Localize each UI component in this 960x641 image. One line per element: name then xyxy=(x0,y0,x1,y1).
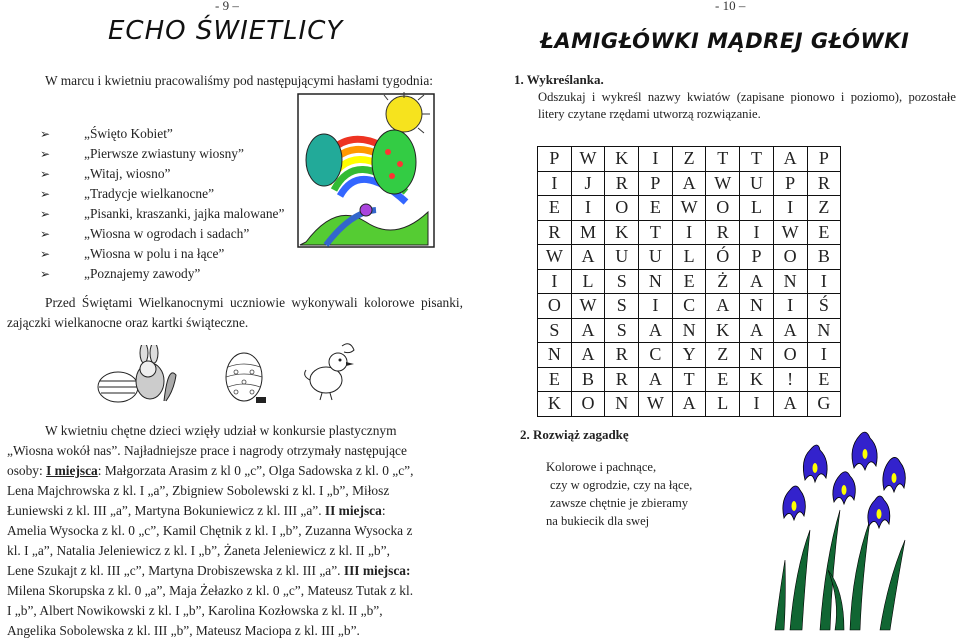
contest-line: W kwietniu chętne dzieci wzięły udział w konkursie plastycznym xyxy=(45,423,397,438)
wordsearch-cell: L xyxy=(571,269,605,294)
wordsearch-cell: M xyxy=(571,220,605,245)
contest-line: I „b”, Albert Nowikowski z kl. I „b”, Karolina Kozłowska z kl. II „b”, xyxy=(7,603,383,618)
wordsearch-cell: I xyxy=(773,294,807,319)
wordsearch-cell: S xyxy=(605,294,639,319)
wordsearch-cell: Z xyxy=(807,196,841,221)
wordsearch-cell: A xyxy=(639,367,673,392)
contest-line: „Wiosna wokół nas”. Najładniejsze prace i nagrody otrzymały następujące xyxy=(7,443,407,458)
wordsearch-cell: P xyxy=(639,171,673,196)
wordsearch-cell: A xyxy=(706,294,740,319)
arrow-bullet-icon: ➢ xyxy=(40,167,51,181)
wordsearch-cell: N xyxy=(538,343,572,368)
weekly-theme-label: „Witaj, wiosno” xyxy=(84,166,171,181)
wordsearch-cell: I xyxy=(571,196,605,221)
contest-line: Lene Szukajt z kl. III „c”, Martyna Drobiszewska z kl. III „a”. III miejsca: xyxy=(7,563,411,578)
wordsearch-cell: E xyxy=(672,269,706,294)
weekly-theme-item xyxy=(40,224,320,244)
wordsearch-cell: R xyxy=(706,220,740,245)
wordsearch-cell: N xyxy=(740,294,774,319)
weekly-theme-label: „Poznajemy zawody” xyxy=(84,266,201,281)
wordsearch-row xyxy=(538,220,841,245)
wordsearch-cell: Z xyxy=(706,343,740,368)
wordsearch-row xyxy=(538,147,841,172)
spring-landscape-image xyxy=(296,92,436,249)
wordsearch-cell: K xyxy=(538,392,572,417)
wordsearch-cell: A xyxy=(571,245,605,270)
wordsearch-row xyxy=(538,367,841,392)
wordsearch-cell: O xyxy=(571,392,605,417)
wordsearch-cell: T xyxy=(672,367,706,392)
wordsearch-cell: K xyxy=(740,367,774,392)
wordsearch-row xyxy=(538,269,841,294)
arrow-bullet-icon: ➢ xyxy=(40,147,51,161)
easter-paragraph: Przed Świętami Wielkanocnymi uczniowie wykonywali kolorowe pisanki, zajączki wielkanocne oraz kartki świąteczne. xyxy=(7,295,463,330)
wordsearch-cell: I xyxy=(740,220,774,245)
wordsearch-cell: A xyxy=(740,318,774,343)
wordsearch-cell: Z xyxy=(672,147,706,172)
wordsearch-cell: R xyxy=(605,367,639,392)
wordsearch-cell: Y xyxy=(672,343,706,368)
wordsearch-cell: I xyxy=(538,171,572,196)
intro-paragraph: W marcu i kwietniu pracowaliśmy pod następującymi hasłami tygodnia: xyxy=(45,73,433,88)
riddle-line: zawsze chętnie je zbieramy xyxy=(550,496,689,510)
wordsearch-cell: E xyxy=(639,196,673,221)
wordsearch-cell: I xyxy=(740,392,774,417)
prize-place-label: I miejsca xyxy=(46,463,98,478)
wordsearch-cell: ! xyxy=(773,367,807,392)
left-page-title: ECHO ŚWIETLICY xyxy=(108,16,344,46)
wordsearch-cell: W xyxy=(571,147,605,172)
contest-paragraph xyxy=(7,421,463,641)
wordsearch-cell: A xyxy=(672,392,706,417)
arrow-bullet-icon: ➢ xyxy=(40,207,51,221)
wordsearch-cell: U xyxy=(605,245,639,270)
wordsearch-cell: A xyxy=(773,392,807,417)
wordsearch-cell: I xyxy=(773,196,807,221)
weekly-theme-label: „Święto Kobiet” xyxy=(84,126,173,141)
contest-line: Milena Skorupska z kl. 0 „a”, Maja Żełazko z kl. 0 „c”, Mateusz Tutak z kl. xyxy=(7,583,414,598)
contest-line: Łuniewski z kl. III „a”, Martyna Bokuniewicz z kl. III „a”. II miejsca: xyxy=(7,503,386,518)
wordsearch-cell: A xyxy=(740,269,774,294)
weekly-theme-label: „Tradycje wielkanocne” xyxy=(84,186,215,201)
wordsearch-cell: T xyxy=(639,220,673,245)
wordsearch-cell: W xyxy=(773,220,807,245)
wordsearch-cell: O xyxy=(538,294,572,319)
wordsearch-cell: O xyxy=(605,196,639,221)
wordsearch-cell: N xyxy=(605,392,639,417)
wordsearch-cell: A xyxy=(571,318,605,343)
wordsearch-row xyxy=(538,171,841,196)
wordsearch-cell: T xyxy=(740,147,774,172)
riddle-line: czy w ogrodzie, czy na łące, xyxy=(550,478,693,492)
wordsearch-row xyxy=(538,318,841,343)
wordsearch-cell: A xyxy=(773,147,807,172)
wordsearch-cell: L xyxy=(706,392,740,417)
wordsearch-cell: W xyxy=(538,245,572,270)
wordsearch-cell: K xyxy=(605,220,639,245)
wordsearch-cell: N xyxy=(773,269,807,294)
weekly-themes-list xyxy=(40,124,320,284)
arrow-bullet-icon: ➢ xyxy=(40,227,51,241)
wordsearch-cell: E xyxy=(807,367,841,392)
wordsearch-cell: K xyxy=(706,318,740,343)
wordsearch-cell: E xyxy=(706,367,740,392)
contest-line: kl. I „a”, Natalia Jeleniewicz z kl. I „b”, Żaneta Jeleniewicz z kl. II „b”, xyxy=(7,543,390,558)
wordsearch-cell: A xyxy=(639,318,673,343)
left-page-number: - 9 – xyxy=(215,0,239,13)
wordsearch-cell: L xyxy=(672,245,706,270)
weekly-theme-label: „Pisanki, kraszanki, jajka malowane” xyxy=(84,206,285,221)
wordsearch-row xyxy=(538,343,841,368)
right-page-number: - 10 – xyxy=(715,0,746,13)
wordsearch-cell: R xyxy=(605,343,639,368)
riddle-line: na bukiecik dla swej xyxy=(546,514,650,528)
wordsearch-cell: B xyxy=(571,367,605,392)
contest-line: Lena Majchrowska z kl. I „a”, Zbigniew Sobolewski z kl. I „b”, Miłosz xyxy=(7,483,390,498)
wordsearch-cell: S xyxy=(605,318,639,343)
wordsearch-cell: O xyxy=(773,245,807,270)
weekly-theme-item xyxy=(40,264,320,284)
riddle-line: Kolorowe i pachnące, xyxy=(546,460,657,474)
section1-title: 1. Wykreślanka. xyxy=(514,72,604,87)
wordsearch-cell: T xyxy=(706,147,740,172)
wordsearch-cell: U xyxy=(740,171,774,196)
wordsearch-cell: O xyxy=(773,343,807,368)
wordsearch-cell: P xyxy=(773,171,807,196)
wordsearch-cell: G xyxy=(807,392,841,417)
wordsearch-row xyxy=(538,196,841,221)
wordsearch-cell: I xyxy=(807,269,841,294)
wordsearch-grid xyxy=(537,146,841,417)
wordsearch-cell: I xyxy=(538,269,572,294)
wordsearch-cell: O xyxy=(706,196,740,221)
wordsearch-cell: C xyxy=(639,343,673,368)
wordsearch-cell: S xyxy=(605,269,639,294)
wordsearch-cell: I xyxy=(807,343,841,368)
contest-line: Angelika Sobolewska z kl. III „b”, Mateusz Maciopa z kl. III „b”. xyxy=(7,623,360,638)
weekly-theme-item xyxy=(40,124,320,144)
arrow-bullet-icon: ➢ xyxy=(40,267,51,281)
arrow-bullet-icon: ➢ xyxy=(40,127,51,141)
weekly-theme-label: „Wiosna w polu i na łące” xyxy=(84,246,225,261)
wordsearch-cell: S xyxy=(538,318,572,343)
wordsearch-row xyxy=(538,245,841,270)
wordsearch-cell: Ż xyxy=(706,269,740,294)
wordsearch-cell: W xyxy=(706,171,740,196)
wordsearch-cell: U xyxy=(639,245,673,270)
wordsearch-cell: L xyxy=(740,196,774,221)
wordsearch-cell: I xyxy=(639,147,673,172)
wordsearch-cell: K xyxy=(605,147,639,172)
wordsearch-row xyxy=(538,294,841,319)
wordsearch-cell: B xyxy=(807,245,841,270)
iris-flowers-image xyxy=(770,420,920,632)
wordsearch-cell: P xyxy=(538,147,572,172)
contest-line: osoby: I miejsca: Małgorzata Arasim z kl 0 „c”, Olga Sadowska z kl. 0 „c”, xyxy=(7,463,414,478)
wordsearch-cell: W xyxy=(639,392,673,417)
wordsearch-cell: E xyxy=(538,196,572,221)
wordsearch-cell: N xyxy=(639,269,673,294)
wordsearch-cell: J xyxy=(571,171,605,196)
section1-instructions: Odszukaj i wykreśl nazwy kwiatów (zapisane pionowo i poziomo), pozostałe litery czytane rzędami utworzą rozwiązanie. xyxy=(538,90,956,121)
wordsearch-cell: A xyxy=(672,171,706,196)
wordsearch-cell: W xyxy=(672,196,706,221)
prize-place-label: III miejsca: xyxy=(343,563,411,578)
weekly-theme-label: „Pierwsze zwiastuny wiosny” xyxy=(84,146,244,161)
wordsearch-cell: P xyxy=(740,245,774,270)
weekly-theme-item xyxy=(40,184,320,204)
wordsearch-cell: E xyxy=(538,367,572,392)
wordsearch-cell: Ó xyxy=(706,245,740,270)
arrow-bullet-icon: ➢ xyxy=(40,247,51,261)
wordsearch-cell: I xyxy=(672,220,706,245)
wordsearch-cell: R xyxy=(605,171,639,196)
wordsearch-row xyxy=(538,392,841,417)
wordsearch-cell: P xyxy=(807,147,841,172)
prize-place-label: II miejsca xyxy=(324,503,382,518)
wordsearch-cell: Ś xyxy=(807,294,841,319)
wordsearch-cell: R xyxy=(807,171,841,196)
weekly-theme-item xyxy=(40,164,320,184)
wordsearch-cell: R xyxy=(538,220,572,245)
riddle-poem xyxy=(546,458,726,530)
easter-bunny-image xyxy=(96,345,180,405)
wordsearch-cell: E xyxy=(807,220,841,245)
weekly-theme-label: „Wiosna w ogrodach i sadach” xyxy=(84,226,250,241)
wordsearch-cell: I xyxy=(639,294,673,319)
wordsearch-cell: W xyxy=(571,294,605,319)
wordsearch-cell: A xyxy=(773,318,807,343)
right-page-title: ŁAMIGŁÓWKI MĄDREJ GŁÓWKI xyxy=(540,29,910,53)
wordsearch-cell: N xyxy=(740,343,774,368)
wordsearch-cell: N xyxy=(672,318,706,343)
contest-line: Amelia Wysocka z kl. 0 „c”, Kamil Chętnik z kl. I „b”, Zuzanna Wysocka z xyxy=(7,523,413,538)
weekly-theme-item xyxy=(40,144,320,164)
wordsearch-cell: N xyxy=(807,318,841,343)
wordsearch-cell: C xyxy=(672,294,706,319)
weekly-theme-item xyxy=(40,204,320,224)
section2-title: 2. Rozwiąż zagadkę xyxy=(520,427,629,442)
easter-egg-image xyxy=(222,345,268,405)
chick-image xyxy=(300,340,360,402)
arrow-bullet-icon: ➢ xyxy=(40,187,51,201)
wordsearch-cell: A xyxy=(571,343,605,368)
weekly-theme-item xyxy=(40,244,320,264)
